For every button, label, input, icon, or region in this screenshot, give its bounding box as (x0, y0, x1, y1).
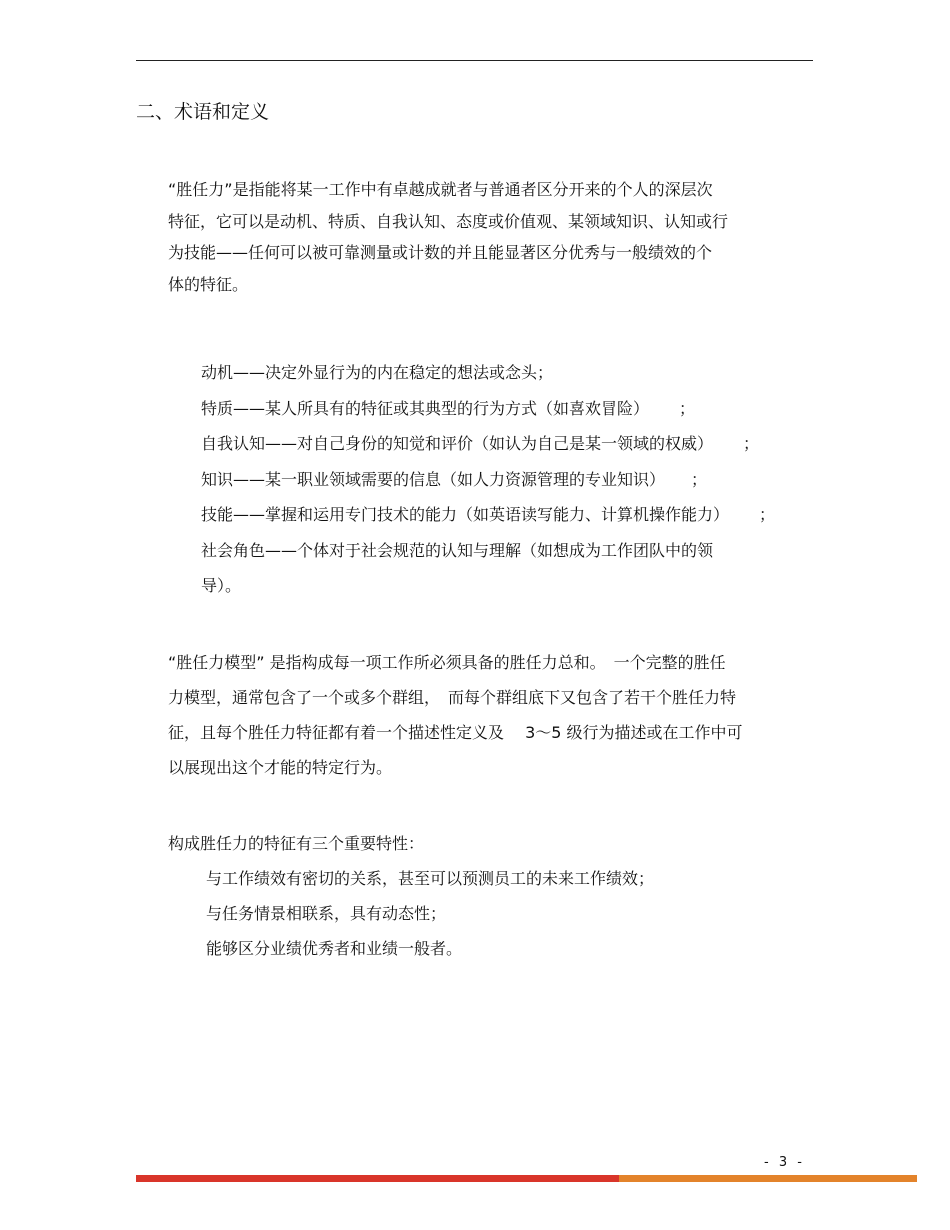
paragraph-line: 体的特征。 (168, 274, 249, 294)
characteristic-item: 能够区分业绩优秀者和业绩一般者。 (206, 939, 463, 958)
characteristics-intro: 构成胜任力的特征有三个重要特性： (168, 834, 425, 853)
paragraph-line: “胜任力模型” 是指构成每一项工作所必须具备的胜任力总和。 一个完整的胜任 (168, 653, 726, 672)
section-heading: 二、术语和定义 (136, 101, 270, 123)
competency-definition-paragraph (168, 174, 728, 300)
definition-end: ； (743, 434, 760, 453)
paragraph-line: “胜任力”是指能将某一工作中有卓越成就者与普通者区分开来的个人的深层次 (168, 180, 713, 199)
definition-text: 技能——掌握和运用专门技术的能力（如英语读写能力、计算机操作能力） (201, 505, 730, 524)
header-rule (136, 60, 813, 61)
definition-item (201, 355, 775, 391)
definition-item (201, 568, 775, 604)
definition-item (201, 462, 775, 498)
characteristic-item: 与工作绩效有密切的关系，甚至可以预测员工的未来工作绩效； (206, 869, 655, 888)
competency-model-paragraph (168, 645, 743, 785)
definition-text: 社会角色——个体对于社会规范的认知与理解（如想成为工作团队中的领 (201, 540, 714, 560)
definition-text: 自我认知——对自己身份的知觉和评价（如认为自己是某一领域的权威） (201, 434, 714, 453)
paragraph-line: 征，且每个胜任力特征都有着一个描述性定义及 3～5 级行为描述或在工作中可 (168, 723, 743, 742)
definition-text: 动机——决定外显行为的内在稳定的想法或念头 (201, 363, 538, 382)
paragraph-line: 力模型，通常包含了一个或多个群组， 而每个群组底下又包含了若干个胜任力特 (168, 688, 737, 707)
paragraph-line: 为技能——任何可以被可靠测量或计数的并且能显著区分优秀与一般绩效的个 (168, 243, 713, 262)
definition-list (201, 355, 775, 604)
definition-end: ； (537, 363, 554, 382)
page-number: - 3 - (764, 1155, 805, 1170)
paragraph-line: 以展现出这个才能的特定行为。 (168, 758, 393, 777)
definition-text: 导）。 (201, 576, 242, 595)
characteristic-item: 与任务情景相联系，具有动态性； (206, 904, 447, 923)
definition-item (201, 391, 775, 427)
definition-item (201, 426, 775, 462)
definition-item (201, 497, 775, 533)
definition-text: 知识——某一职业领域需要的信息（如人力资源管理的专业知识） (201, 469, 666, 489)
definition-end: ； (679, 398, 696, 418)
characteristics-section (168, 826, 654, 966)
footer-bar-red (136, 1175, 619, 1182)
definition-end: ； (691, 469, 708, 489)
definition-item (201, 533, 775, 569)
definition-end: ； (759, 505, 776, 524)
paragraph-line: 特征，它可以是动机、特质、自我认知、态度或价值观、某领域知识、认知或行 (168, 211, 729, 231)
footer-bar-orange (619, 1175, 917, 1182)
definition-text: 特质——某人所具有的特征或其典型的行为方式（如喜欢冒险） (201, 398, 650, 418)
